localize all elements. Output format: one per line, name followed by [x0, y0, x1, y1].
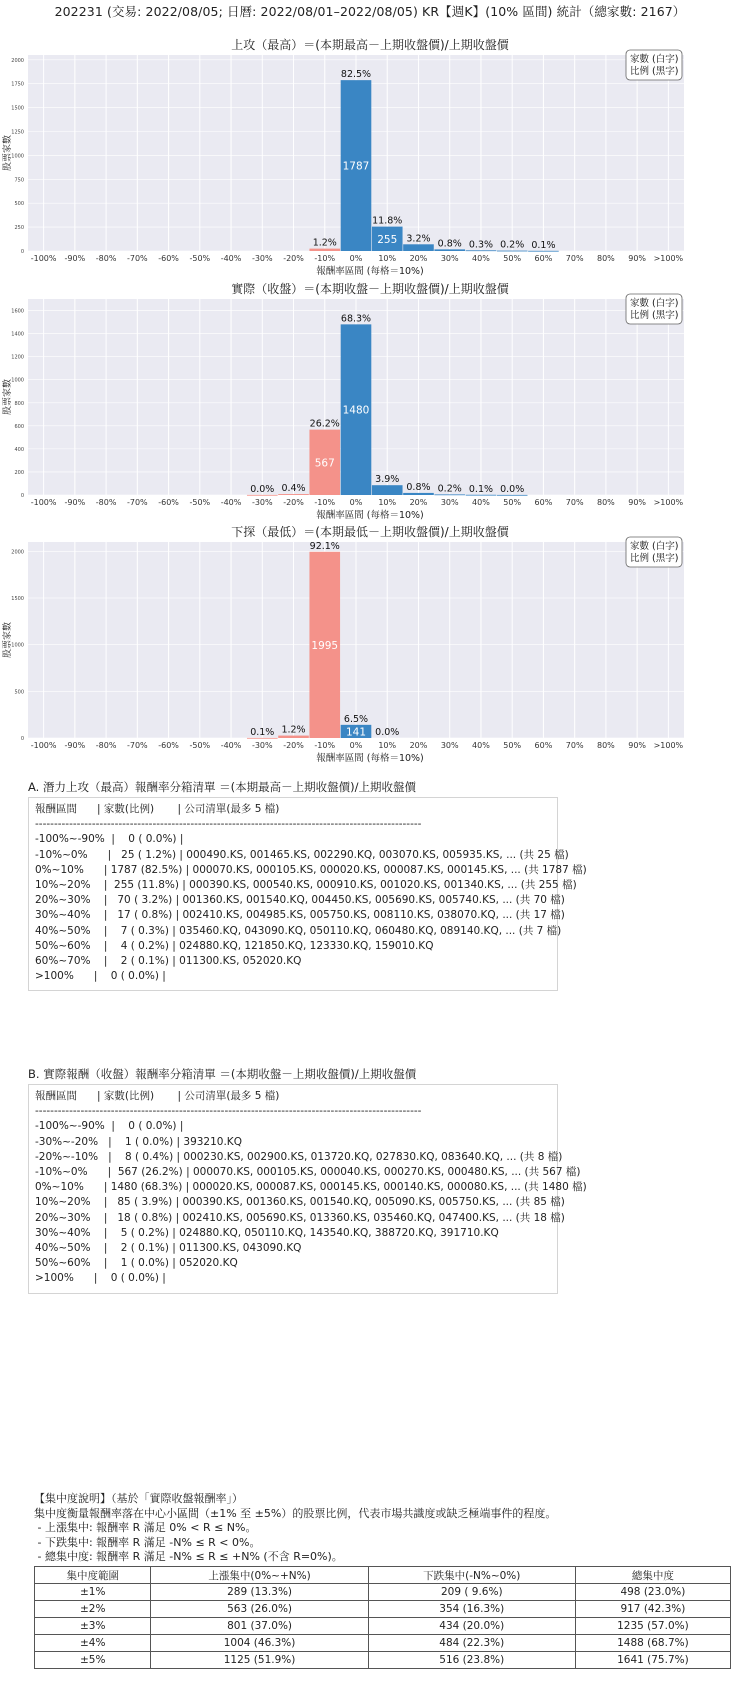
x-tick-label: 0% [349, 254, 363, 263]
concentration-table-header [35, 1567, 731, 1584]
explanation-line: 集中度衡量報酬率落在中心小區間（±1% 至 ±5%）的股票比例，代表市場共識度或缺乏極端事件的程度。 [34, 1506, 557, 1520]
y-tick-label: 0 [20, 736, 24, 742]
y-tick-label: 1400 [11, 331, 24, 338]
y-tick-label: 750 [14, 177, 24, 184]
page-title: 202231 (交易: 2022/08/05; 日曆: 2022/08/01–2022/08/05) KR【週K】(10% 區間) 統計（總家數: 2167） [54, 4, 686, 19]
bar-percent-label: 0.1% [250, 726, 275, 738]
chart-downside-low [0, 521, 740, 779]
table-cell: ±4% [35, 1635, 151, 1652]
bar-percent-label: 0.0% [375, 727, 400, 738]
x-axis-label: 報酬率區間 (每格＝10%) [316, 753, 424, 764]
y-tick-label: 2000 [11, 57, 24, 64]
y-axis-label: 股票家數 [3, 134, 13, 172]
bar-count-label: 1995 [311, 639, 339, 652]
table-cell: 434 (20.0%) [368, 1618, 575, 1635]
x-tick-label: 40% [472, 741, 490, 750]
x-tick-label: -10% [314, 254, 336, 263]
list-row: 0%~10% | 1480 (68.3%) | 000020.KS, 000087.KS, 000145.KS, 000140.KS, 000080.KS, ... (共 1480 檔) [35, 1181, 587, 1194]
bar-count-label: 1787 [342, 160, 370, 173]
x-tick-label: -80% [95, 498, 117, 507]
chart-legend [626, 50, 682, 80]
x-tick-label: -20% [283, 741, 304, 750]
x-tick-label: 30% [440, 498, 459, 507]
bar [497, 251, 528, 252]
x-tick-label: 10% [378, 741, 397, 750]
list-row: -10%~0% | 25 ( 1.2%) | 000490.KS, 001465.KS, 002290.KQ, 003070.KS, 005935.KS, ... (共 25 檔) [35, 848, 569, 861]
table-cell: 1641 (75.7%) [575, 1652, 730, 1669]
x-tick-label: -50% [189, 254, 211, 263]
table-cell: ±2% [35, 1601, 151, 1618]
list-row: -20%~-10% | 8 ( 0.4%) | 000230.KS, 002900.KS, 013720.KQ, 027830.KQ, 083640.KQ, ... (共 8 檔) [35, 1150, 563, 1163]
x-tick-label: 80% [597, 254, 615, 263]
y-tick-label: 1750 [11, 81, 24, 88]
legend-entry: 家數 (白字) [630, 541, 679, 552]
x-tick-label: 70% [565, 741, 584, 750]
table-row [35, 1601, 731, 1618]
x-axis-label: 報酬率區間 (每格＝10%) [316, 266, 424, 277]
bar [247, 495, 278, 496]
y-tick-label: 250 [14, 225, 24, 232]
bar [434, 249, 465, 251]
section-b-list [28, 1084, 587, 1294]
x-tick-label: -70% [126, 498, 148, 507]
list-row: -10%~0% | 567 (26.2%) | 000070.KS, 000105.KS, 000040.KS, 000270.KS, 000480.KS, ... (共 567 檔) [35, 1166, 581, 1179]
x-tick-label: 20% [409, 741, 428, 750]
chart-title: 下探（最低）＝(本期最低－上期收盤價)/上期收盤價 [231, 525, 509, 539]
bar [497, 495, 528, 496]
x-tick-label: -80% [95, 741, 117, 750]
bar-percent-label: 0.3% [468, 239, 494, 251]
bar-percent-label: 0.4% [281, 483, 306, 495]
legend-entry: 比例 (黑字) [630, 310, 679, 321]
concentration-explanation [34, 1492, 556, 1565]
table-cell: 1125 (51.9%) [151, 1652, 368, 1669]
y-tick-label: 1000 [11, 642, 24, 649]
bar-count-label: 141 [345, 726, 367, 739]
bar [434, 494, 465, 495]
bar-percent-label: 3.2% [406, 233, 431, 245]
x-tick-label: -60% [158, 254, 179, 263]
table-header-cell: 總集中度 [575, 1567, 730, 1584]
x-tick-label: 60% [534, 741, 553, 750]
x-tick-label: -10% [314, 741, 336, 750]
x-tick-label: 20% [409, 254, 428, 263]
x-tick-label: -60% [158, 741, 179, 750]
y-tick-label: 200 [14, 469, 24, 476]
x-tick-label: -50% [189, 498, 211, 507]
list-row: 60%~70% | 2 ( 0.1%) | 011300.KS, 052020.KQ [35, 955, 302, 968]
x-tick-label: >100% [653, 741, 684, 750]
table-cell: 917 (42.3%) [575, 1601, 730, 1618]
x-tick-label: -100% [30, 254, 57, 263]
list-row: -100%~-90% | 0 ( 0.0%) | [35, 833, 184, 846]
bar [247, 738, 278, 739]
bar-percent-label: 0.1% [531, 239, 556, 251]
bar-percent-label: 0.1% [468, 483, 494, 495]
x-tick-label: 30% [440, 254, 459, 263]
table-cell: ±1% [35, 1584, 151, 1601]
x-tick-label: -90% [64, 254, 86, 263]
x-tick-label: -80% [95, 254, 117, 263]
table-cell: ±3% [35, 1618, 151, 1635]
section-b [28, 1066, 587, 1294]
x-tick-label: -40% [220, 498, 242, 507]
bar [278, 736, 309, 738]
chart-upside-high [0, 34, 740, 292]
x-tick-label: >100% [653, 498, 684, 507]
legend-entry: 比例 (黑字) [630, 553, 679, 564]
table-cell: 484 (22.3%) [368, 1635, 575, 1652]
table-row [35, 1584, 731, 1601]
y-tick-label: 1250 [11, 129, 24, 136]
list-row: 50%~60% | 4 ( 0.2%) | 024880.KQ, 121850.KQ, 123330.KQ, 159010.KQ [35, 939, 434, 952]
list-row: 10%~20% | 85 ( 3.9%) | 000390.KS, 001360.KS, 001540.KQ, 005090.KS, 005750.KS, ... (共 85 檔) [35, 1196, 565, 1209]
bar-percent-label: 1.2% [281, 724, 306, 736]
chart-legend [626, 537, 682, 567]
bar-percent-label: 82.5% [340, 69, 372, 81]
explanation-line: - 總集中度: 報酬率 R 滿足 -N% ≤ R ≤ +N% (不含 R=0%)。 [34, 1550, 343, 1563]
x-tick-label: -70% [126, 254, 148, 263]
x-tick-label: 70% [565, 498, 584, 507]
bar [403, 493, 434, 495]
y-tick-label: 1200 [11, 354, 24, 361]
section-b-title: B. 實際報酬（收盤）報酬率分箱清單 ＝(本期收盤－上期收盤價)/上期收盤價 [28, 1067, 417, 1081]
x-axis-label: 報酬率區間 (每格＝10%) [316, 510, 424, 521]
y-tick-label: 1500 [11, 105, 24, 112]
x-tick-label: -100% [30, 498, 57, 507]
x-tick-label: -60% [158, 498, 179, 507]
bar [309, 249, 340, 251]
chart-title: 實際（收盤）＝(本期收盤－上期收盤價)/上期收盤價 [231, 282, 509, 296]
x-tick-label: -40% [220, 741, 242, 750]
x-tick-label: -40% [220, 254, 242, 263]
section-a-list [28, 797, 587, 991]
y-tick-label: 1600 [11, 308, 24, 315]
x-tick-label: -90% [64, 741, 86, 750]
x-tick-label: -20% [283, 254, 304, 263]
chart-upside-svg [0, 34, 740, 292]
list-divider: ------------------------------------------------------------------------------------------------------ [35, 1105, 422, 1118]
bar [372, 485, 403, 495]
y-tick-label: 800 [14, 400, 24, 407]
bar-percent-label: 3.9% [375, 474, 400, 486]
legend-entry: 家數 (白字) [630, 54, 679, 65]
x-tick-label: 30% [440, 741, 459, 750]
chart-downside-svg [0, 521, 740, 779]
bar-count-label: 1480 [342, 404, 370, 417]
bar-percent-label: 0.0% [500, 483, 525, 495]
x-tick-label: 50% [503, 741, 522, 750]
x-tick-label: 0% [349, 741, 363, 750]
y-tick-label: 1000 [11, 153, 24, 160]
x-tick-label: -30% [251, 498, 273, 507]
list-row: 0%~10% | 1787 (82.5%) | 000070.KS, 000105.KS, 000020.KS, 000087.KS, 000145.KS, ... (共 1787 檔) [35, 863, 587, 876]
list-row: 30%~40% | 17 ( 0.8%) | 002410.KS, 004985.KS, 005750.KS, 008110.KS, 038070.KQ, ... (共 17 檔) [35, 909, 565, 922]
table-row [35, 1652, 731, 1669]
y-tick-label: 0 [20, 493, 24, 499]
section-a [28, 779, 587, 991]
legend-entry: 家數 (白字) [630, 298, 679, 309]
y-tick-label: 2000 [11, 549, 24, 556]
bar [528, 251, 559, 252]
x-tick-label: -30% [251, 741, 273, 750]
x-tick-label: 60% [534, 498, 553, 507]
table-cell: 563 (26.0%) [151, 1601, 368, 1618]
x-tick-label: 40% [472, 254, 490, 263]
bar-percent-label: 68.3% [340, 313, 372, 325]
explanation-line: - 上漲集中: 報酬率 R 滿足 0% < R ≤ N%。 [34, 1521, 257, 1534]
x-tick-label: -30% [251, 254, 273, 263]
legend-entry: 比例 (黑字) [630, 66, 679, 77]
bar-percent-label: 6.5% [343, 713, 369, 725]
bar-count-label: 567 [314, 457, 335, 470]
table-row [35, 1618, 731, 1635]
y-tick-label: 400 [14, 446, 24, 453]
table-cell: 801 (37.0%) [151, 1618, 368, 1635]
bar-percent-label: 0.8% [406, 481, 431, 493]
table-cell: ±5% [35, 1652, 151, 1669]
table-cell: 209 ( 9.6%) [368, 1584, 575, 1601]
x-tick-label: -20% [283, 498, 304, 507]
x-tick-label: 90% [628, 741, 647, 750]
list-row: -100%~-90% | 0 ( 0.0%) | [35, 1120, 184, 1133]
bar [278, 494, 309, 495]
concentration-table [34, 1566, 731, 1669]
list-header: 報酬區間 | 家數(比例) | 公司清單(最多 5 檔) [35, 1090, 280, 1102]
x-tick-label: 70% [565, 254, 584, 263]
table-row [35, 1635, 731, 1652]
x-tick-label: 10% [378, 498, 397, 507]
y-axis-label: 股票家數 [3, 621, 13, 659]
bar-percent-label: 0.2% [437, 483, 462, 495]
chart-actual-svg [0, 278, 740, 536]
bar-percent-label: 1.2% [312, 237, 337, 249]
section-a-title: A. 潛力上攻（最高）報酬率分箱清單 ＝(本期最高－上期收盤價)/上期收盤價 [28, 780, 416, 794]
list-row: 50%~60% | 1 ( 0.0%) | 052020.KQ [35, 1257, 238, 1270]
x-tick-label: -70% [126, 741, 148, 750]
y-axis-label: 股票家數 [3, 378, 13, 416]
list-row: 20%~30% | 70 ( 3.2%) | 001360.KS, 001540.KQ, 004450.KS, 005690.KS, 005740.KS, ... (共 70 檔) [35, 894, 565, 907]
x-tick-label: >100% [653, 254, 684, 263]
x-tick-label: 40% [472, 498, 490, 507]
bar [466, 250, 497, 251]
chart-title: 上攻（最高）＝(本期最高－上期收盤價)/上期收盤價 [231, 38, 509, 52]
x-tick-label: -10% [314, 498, 336, 507]
y-tick-label: 500 [14, 689, 24, 696]
list-row: >100% | 0 ( 0.0%) | [35, 1272, 166, 1285]
bar-percent-label: 0.2% [500, 239, 525, 251]
table-cell: 1004 (46.3%) [151, 1635, 368, 1652]
table-header-cell: 上漲集中(0%~+N%) [151, 1567, 368, 1584]
list-row: 10%~20% | 255 (11.8%) | 000390.KS, 000540.KS, 000910.KS, 001020.KS, 001340.KS, ... (共 255 檔) [35, 879, 577, 892]
list-row: 30%~40% | 5 ( 0.2%) | 024880.KQ, 050110.KQ, 143540.KQ, 388720.KQ, 391710.KQ [35, 1226, 499, 1239]
list-row: 40%~50% | 7 ( 0.3%) | 035460.KQ, 043090.KQ, 050110.KQ, 060480.KQ, 089140.KQ, ... (共 7 檔) [35, 924, 562, 937]
explanation-title: 【集中度說明】（基於「實際收盤報酬率」） [34, 1492, 243, 1505]
table-cell: 1488 (68.7%) [575, 1635, 730, 1652]
bar [466, 495, 497, 496]
list-divider: ------------------------------------------------------------------------------------------------------ [35, 818, 422, 831]
y-tick-label: 600 [14, 423, 24, 430]
y-tick-label: 1000 [11, 377, 24, 384]
list-row: -30%~-20% | 1 ( 0.0%) | 393210.KQ [35, 1135, 242, 1148]
x-tick-label: 60% [534, 254, 553, 263]
x-tick-label: 80% [597, 741, 615, 750]
bar-percent-label: 0.8% [437, 238, 462, 250]
bar-percent-label: 26.2% [309, 418, 340, 430]
bar-percent-label: 0.0% [250, 483, 275, 495]
x-tick-label: 90% [628, 254, 647, 263]
x-tick-label: -90% [64, 498, 86, 507]
table-cell: 1235 (57.0%) [575, 1618, 730, 1635]
x-tick-label: 50% [503, 254, 522, 263]
x-tick-label: 10% [378, 254, 397, 263]
explanation-line: - 下跌集中: 報酬率 R 滿足 -N% ≤ R < 0%。 [34, 1535, 261, 1549]
chart-actual-close [0, 278, 740, 536]
table-cell: 516 (23.8%) [368, 1652, 575, 1669]
list-row: >100% | 0 ( 0.0%) | [35, 970, 166, 983]
x-tick-label: 50% [503, 498, 522, 507]
bar [403, 244, 434, 251]
table-cell: 289 (13.3%) [151, 1584, 368, 1601]
table-cell: 498 (23.0%) [575, 1584, 730, 1601]
y-tick-label: 500 [14, 201, 24, 208]
chart-legend [626, 294, 682, 324]
list-row: 20%~30% | 18 ( 0.8%) | 002410.KS, 005690.KS, 013360.KS, 035460.KQ, 047400.KS, ... (共 18 檔) [35, 1211, 565, 1224]
y-tick-label: 0 [20, 249, 24, 255]
list-row: 40%~50% | 2 ( 0.1%) | 011300.KS, 043090.KQ [35, 1242, 302, 1255]
bar-count-label: 255 [377, 233, 398, 246]
list-header: 報酬區間 | 家數(比例) | 公司清單(最多 5 檔) [35, 803, 280, 815]
table-header-cell: 集中度範圍 [35, 1567, 151, 1584]
x-tick-label: 20% [409, 498, 428, 507]
x-tick-label: 0% [349, 498, 363, 507]
x-tick-label: -100% [30, 741, 57, 750]
table-header-cell: 下跌集中(-N%~0%) [368, 1567, 575, 1584]
bar-percent-label: 11.8% [372, 215, 403, 227]
x-tick-label: 90% [628, 498, 647, 507]
table-cell: 354 (16.3%) [368, 1601, 575, 1618]
y-tick-label: 1500 [11, 596, 24, 602]
bar-percent-label: 92.1% [309, 540, 340, 552]
x-tick-label: 80% [597, 498, 615, 507]
x-tick-label: -50% [189, 741, 211, 750]
